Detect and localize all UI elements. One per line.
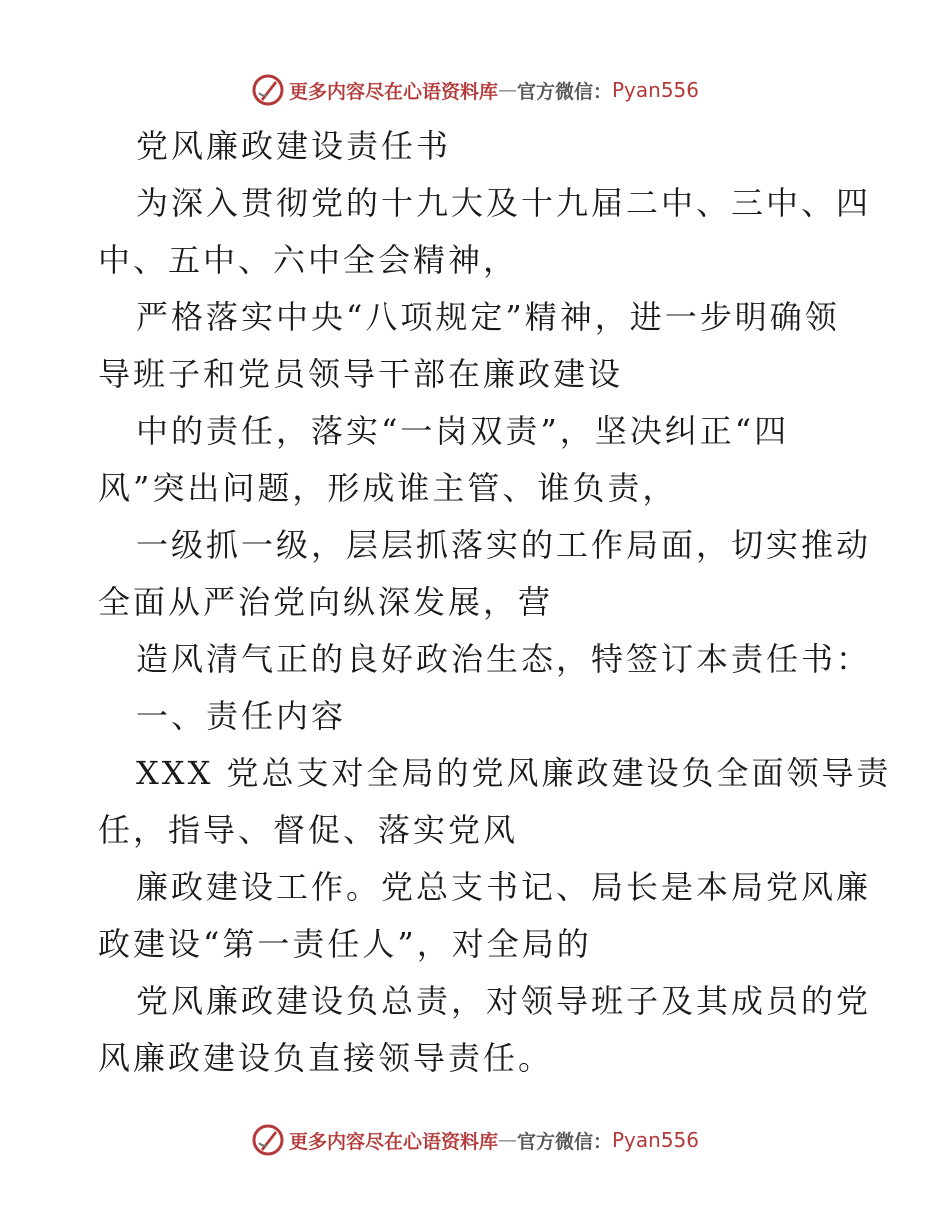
document-title: 党风廉政建设责任书 (136, 127, 452, 165)
text-line: 严格落实中央“八项规定”精神，进一步明确领 (136, 298, 840, 336)
watermark-main-text: 更多内容尽在心语资料库 (288, 1130, 498, 1153)
text-line: 一、责任内容 (136, 697, 347, 735)
text-line: 风”突出问题，形成谁主管、谁负责， (98, 469, 678, 507)
quill-pen-icon (251, 1123, 285, 1157)
quill-pen-icon (251, 73, 285, 107)
watermark-separator: — (497, 79, 517, 101)
text-line: 风廉政建设负直接领导责任。 (98, 1039, 554, 1077)
text-line: 造风清气正的良好政治生态，特签订本责任书： (136, 640, 872, 678)
watermark-contact-id: Pyan556 (612, 78, 700, 102)
text-line: 一级抓一级，层层抓落实的工作局面，切实推动 (136, 526, 872, 564)
watermark-separator: — (497, 1129, 517, 1151)
text-line: 为深入贯彻党的十九大及十九届二中、三中、四 (136, 184, 872, 222)
header-watermark (0, 70, 950, 110)
watermark-contact-id: Pyan556 (612, 1128, 700, 1152)
text-line: 任，指导、督促、落实党风 (98, 811, 519, 849)
text-line: 全面从严治党向纵深发展，营 (98, 583, 554, 621)
text-line: 中、五中、六中全会精神， (98, 241, 519, 279)
watermark-main-text: 更多内容尽在心语资料库 (288, 80, 498, 103)
text-line: 导班子和党员领导干部在廉政建设 (98, 355, 624, 393)
text-line: 廉政建设工作。党总支书记、局长是本局党风廉 (136, 868, 872, 906)
text-line: 中的责任，落实“一岗双责”，坚决纠正“四 (136, 412, 790, 450)
watermark-contact-label: 官方微信： (516, 80, 612, 103)
watermark-contact-label: 官方微信： (516, 1130, 612, 1153)
text-line: 政建设“第一责任人”，对全局的 (98, 925, 592, 963)
footer-watermark (0, 1120, 950, 1160)
document-body (98, 118, 892, 1087)
text-line: XXX 党总支对全局的党风廉政建设负全面领导责 (136, 754, 892, 792)
text-line: 党风廉政建设负总责，对领导班子及其成员的党 (136, 982, 872, 1020)
